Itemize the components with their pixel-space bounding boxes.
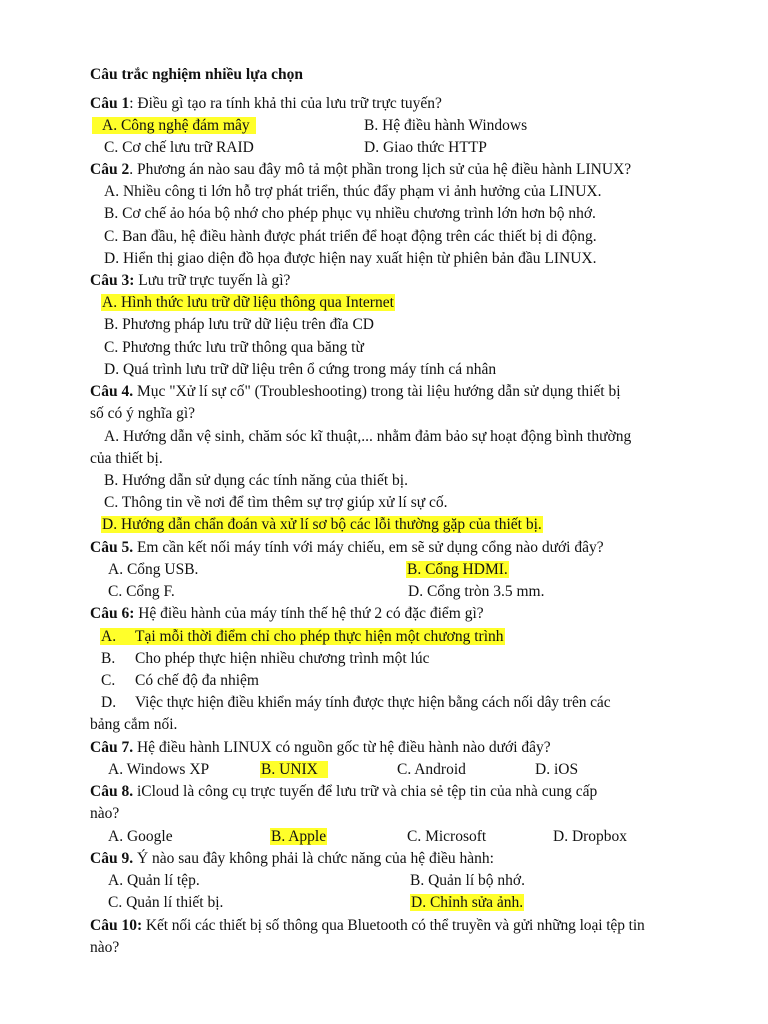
question-8	[90, 782, 597, 802]
q3-option-d: D. Quá trình lưu trữ dữ liệu trên ổ cứng trong máy tính cá nhân	[104, 361, 497, 378]
option-letter: B.	[101, 650, 116, 667]
q4-option-b: B. Hướng dẫn sử dụng các tính năng của thiết bị.	[104, 472, 408, 489]
q7-option-d: D. iOS	[535, 761, 579, 778]
q5-option-a: A. Cổng USB.	[108, 561, 199, 578]
q3-option-b: B. Phương pháp lưu trữ dữ liệu trên đĩa CD	[104, 316, 374, 333]
option-text: Tại mỗi thời điểm chỉ cho phép thực hiện một chương trình	[135, 628, 504, 645]
q2-option-a: A. Nhiều công ti lớn hỗ trợ phát triển, thúc đẩy phạm vi ảnh hưởng của LINUX.	[104, 183, 602, 200]
q2-option-b: B. Cơ chế ảo hóa bộ nhớ cho phép phục vụ nhiều chương trình lớn hơn bộ nhớ.	[104, 205, 596, 222]
question-8-cont: nào?	[90, 805, 120, 822]
question-text: Hệ điều hành LINUX có nguồn gốc từ hệ điều hành nào dưới đây?	[133, 739, 551, 756]
q1-option-c: C. Cơ chế lưu trữ RAID	[104, 139, 254, 156]
question-text: : Điều gì tạo ra tính khả thi của lưu trữ trực tuyến?	[129, 95, 442, 112]
document-title: Câu trắc nghiệm nhiều lựa chọn	[90, 66, 303, 83]
q6-option-c	[101, 671, 259, 691]
option-letter: D.	[101, 694, 117, 711]
q1-option-d: D. Giao thức HTTP	[364, 139, 487, 156]
q6-option-d-cont: bảng cắm nối.	[90, 716, 178, 733]
question-number: Câu 2	[90, 161, 130, 178]
q4-option-c: C. Thông tin về nơi để tìm thêm sự trợ giúp xử lí sự cố.	[104, 494, 448, 511]
question-number: Câu 4.	[90, 383, 134, 400]
q1-option-a	[92, 116, 256, 136]
question-3	[90, 271, 290, 291]
question-10	[90, 916, 645, 936]
question-text: Em cần kết nối máy tính với máy chiếu, em sẽ sử dụng cổng nào dưới đây?	[133, 539, 604, 556]
option-text: Việc thực hiện điều khiển máy tính được thực hiện bằng cách nối dây trên các	[135, 694, 611, 711]
option-text: Cho phép thực hiện nhiều chương trình một lúc	[135, 650, 430, 667]
question-7	[90, 738, 551, 758]
question-text: Lưu trữ trực tuyến là gì?	[134, 272, 291, 289]
question-text: Mục "Xử lí sự cố" (Troubleshooting) trong tài liệu hướng dẫn sử dụng thiết bị	[133, 383, 621, 400]
question-1	[90, 94, 442, 114]
q8-option-d: D. Dropbox	[553, 828, 628, 845]
q9-option-b: B. Quản lí bộ nhớ.	[410, 872, 525, 889]
q8-option-b	[270, 827, 327, 847]
question-number: Câu 10:	[90, 917, 143, 934]
option-text: Có chế độ đa nhiệm	[135, 672, 259, 689]
question-4-cont: số có ý nghĩa gì?	[90, 405, 196, 422]
answer-highlight: D. Chỉnh sửa ảnh.	[411, 894, 524, 911]
answer-highlight: B. Apple	[271, 828, 327, 845]
q4-option-a: A. Hướng dẫn vệ sinh, chăm sóc kĩ thuật,... nhằm đảm bảo sự hoạt động bình thường	[104, 428, 632, 445]
q6-option-b	[101, 649, 429, 669]
q9-option-d	[410, 893, 524, 913]
question-number: Câu 1	[90, 95, 130, 112]
answer-highlight	[100, 628, 505, 645]
q4-option-d	[101, 515, 543, 535]
question-text: Hệ điều hành của máy tính thế hệ thứ 2 có đặc điểm gì?	[134, 605, 484, 622]
question-text: iCloud là công cụ trực tuyến để lưu trữ và chia sẻ tệp tin của nhà cung cấp	[133, 783, 598, 800]
q5-option-c: C. Cổng F.	[108, 583, 175, 600]
question-text: Ý nào sau đây không phải là chức năng của hệ điều hành:	[133, 850, 494, 867]
option-letter: A.	[101, 628, 117, 645]
question-9	[90, 849, 494, 869]
question-number: Câu 7.	[90, 739, 134, 756]
q6-option-d	[101, 693, 611, 713]
q7-option-b	[260, 760, 328, 780]
question-2	[90, 160, 631, 180]
q1-option-b: B. Hệ điều hành Windows	[364, 117, 528, 134]
question-4	[90, 382, 621, 402]
question-number: Câu 5.	[90, 539, 134, 556]
q3-option-a	[101, 293, 395, 313]
question-text: . Phương án nào sau đây mô tả một phần trong lịch sử của hệ điều hành LINUX?	[129, 161, 632, 178]
q2-option-d: D. Hiển thị giao diện đồ họa được hiện nay xuất hiện từ phiên bản đầu LINUX.	[104, 250, 597, 267]
answer-highlight: D. Hướng dẫn chẩn đoán và xử lí sơ bộ các lỗi thường gặp của thiết bị.	[102, 516, 542, 533]
question-number: Câu 6:	[90, 605, 135, 622]
question-10-cont: nào?	[90, 939, 120, 956]
q4-option-a-cont: của thiết bị.	[90, 450, 163, 467]
q5-option-d: D. Cổng tròn 3.5 mm.	[408, 583, 545, 600]
q3-option-c: C. Phương thức lưu trữ thông qua băng từ	[104, 339, 364, 356]
q7-option-a: A. Windows XP	[108, 761, 210, 778]
question-5	[90, 538, 604, 558]
question-6	[90, 604, 484, 624]
answer-highlight: B. UNIX	[260, 761, 328, 778]
answer-highlight: B. Cổng HDMI.	[407, 561, 508, 578]
question-number: Câu 3:	[90, 272, 135, 289]
answer-highlight: A. Công nghệ đám mây	[92, 117, 256, 134]
q2-option-c: C. Ban đầu, hệ điều hành được phát triển để hoạt động trên các thiết bị di động.	[104, 228, 597, 245]
option-letter: C.	[101, 672, 116, 689]
q8-option-a: A. Google	[108, 828, 173, 845]
question-number: Câu 8.	[90, 783, 134, 800]
q7-option-c: C. Android	[397, 761, 466, 778]
q8-option-c: C. Microsoft	[407, 828, 487, 845]
q5-option-b	[406, 560, 509, 580]
q9-option-c: C. Quản lí thiết bị.	[108, 894, 224, 911]
q9-option-a: A. Quản lí tệp.	[108, 872, 200, 889]
question-text: Kết nối các thiết bị số thông qua Bluetooth có thể truyền và gửi những loại tệp tin	[142, 917, 645, 934]
answer-highlight: A. Hình thức lưu trữ dữ liệu thông qua Internet	[102, 294, 394, 311]
q6-option-a	[100, 627, 505, 647]
question-number: Câu 9.	[90, 850, 134, 867]
